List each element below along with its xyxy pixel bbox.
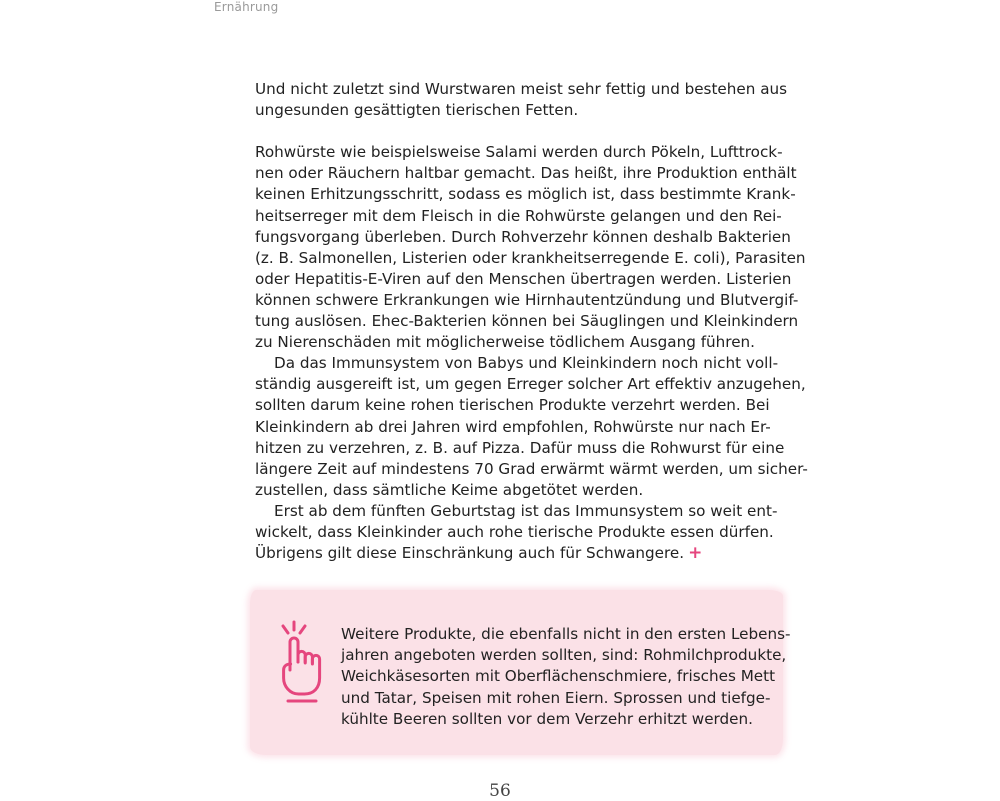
text-line: Und nicht zuletzt sind Wurstwaren meist sehr fettig und bestehen aus (255, 80, 788, 98)
text-line: hitzen zu verzehren, z. B. auf Pizza. Dafür muss die Rohwurst für eine (255, 438, 785, 457)
text-line-content: Übrigens gilt diese Einschränkung auch für Schwangere. (255, 544, 685, 563)
text-line: nen oder Räuchern haltbar gemacht. Das heißt, ihre Produktion enthält (255, 164, 797, 183)
text-line: keinen Erhitzungsschritt, sodass es möglich ist, dass bestimmte Krank- (255, 185, 796, 204)
text-line: oder Hepatitis-E-Viren auf den Menschen übertragen werden. Listerien (255, 269, 792, 288)
text-line: ständig ausgereift ist, um gegen Erreger solcher Art effektiv anzugehen, (255, 375, 806, 394)
text-line: längere Zeit auf mindestens 70 Grad erwärmt wärmt werden, um sicher- (255, 459, 808, 478)
note-text (341, 624, 791, 730)
paragraph-1 (255, 79, 788, 121)
text-line: zu Nierenschäden mit möglicherweise tödlichem Ausgang führen. (255, 333, 756, 352)
paragraph-2 (255, 142, 806, 353)
note-line: und Tatar, Speisen mit rohen Eiern. Sprossen und tiefge- (341, 688, 771, 707)
paragraph-3 (255, 353, 808, 501)
note-line: Weichkäsesorten mit Oberflächenschmiere, frisches Mett (341, 667, 776, 686)
note-line: Weitere Produkte, die ebenfalls nicht in den ersten Lebens- (341, 625, 791, 643)
text-line: zustellen, dass sämtliche Keime abgetötet werden. (255, 480, 644, 499)
text-line-last (255, 543, 775, 564)
text-line: (z. B. Salmonellen, Listerien oder krankheitserregende E. coli), Parasiten (255, 248, 806, 267)
running-head: Ernährung (214, 0, 279, 14)
text-line: können schwere Erkrankungen wie Hirnhautentzündung und Blutvergif- (255, 290, 799, 309)
text-line: Erst ab dem fünften Geburtstag ist das Immunsystem so weit ent- (274, 501, 778, 520)
text-line: heitserreger mit dem Fleisch in die Rohwürste gelangen und den Rei- (255, 206, 782, 225)
text-line: wickelt, dass Kleinkinder auch rohe tierische Produkte essen dürfen. (255, 522, 774, 541)
text-line: fungsvorgang überleben. Durch Rohverzehr können deshalb Bakterien (255, 227, 791, 246)
body-text (255, 79, 808, 564)
text-line: Kleinkindern ab drei Jahren wird empfohlen, Rohwürste nur nach Er- (255, 417, 771, 436)
note-line: kühlte Beeren sollten vor dem Verzehr erhitzt werden. (341, 709, 753, 728)
page-number: 56 (489, 781, 511, 801)
text-line: sollten darum keine rohen tierischen Produkte verzehrt werden. Bei (255, 396, 770, 415)
raised-finger-icon (278, 618, 328, 706)
paragraph-4 (255, 501, 778, 564)
note-line: jahren angeboten werden sollten, sind: Rohmilchprodukte, (341, 646, 787, 665)
section-end-mark: + (688, 543, 703, 564)
text-line: Rohwürste wie beispielsweise Salami werden durch Pökeln, Lufttrock- (255, 143, 783, 162)
text-line: tung auslösen. Ehec-Bakterien können bei Säuglingen und Kleinkindern (255, 312, 799, 331)
text-line: Da das Immunsystem von Babys und Kleinkindern noch nicht voll- (274, 354, 779, 373)
text-line: ungesunden gesättigten tierischen Fetten. (255, 101, 579, 120)
